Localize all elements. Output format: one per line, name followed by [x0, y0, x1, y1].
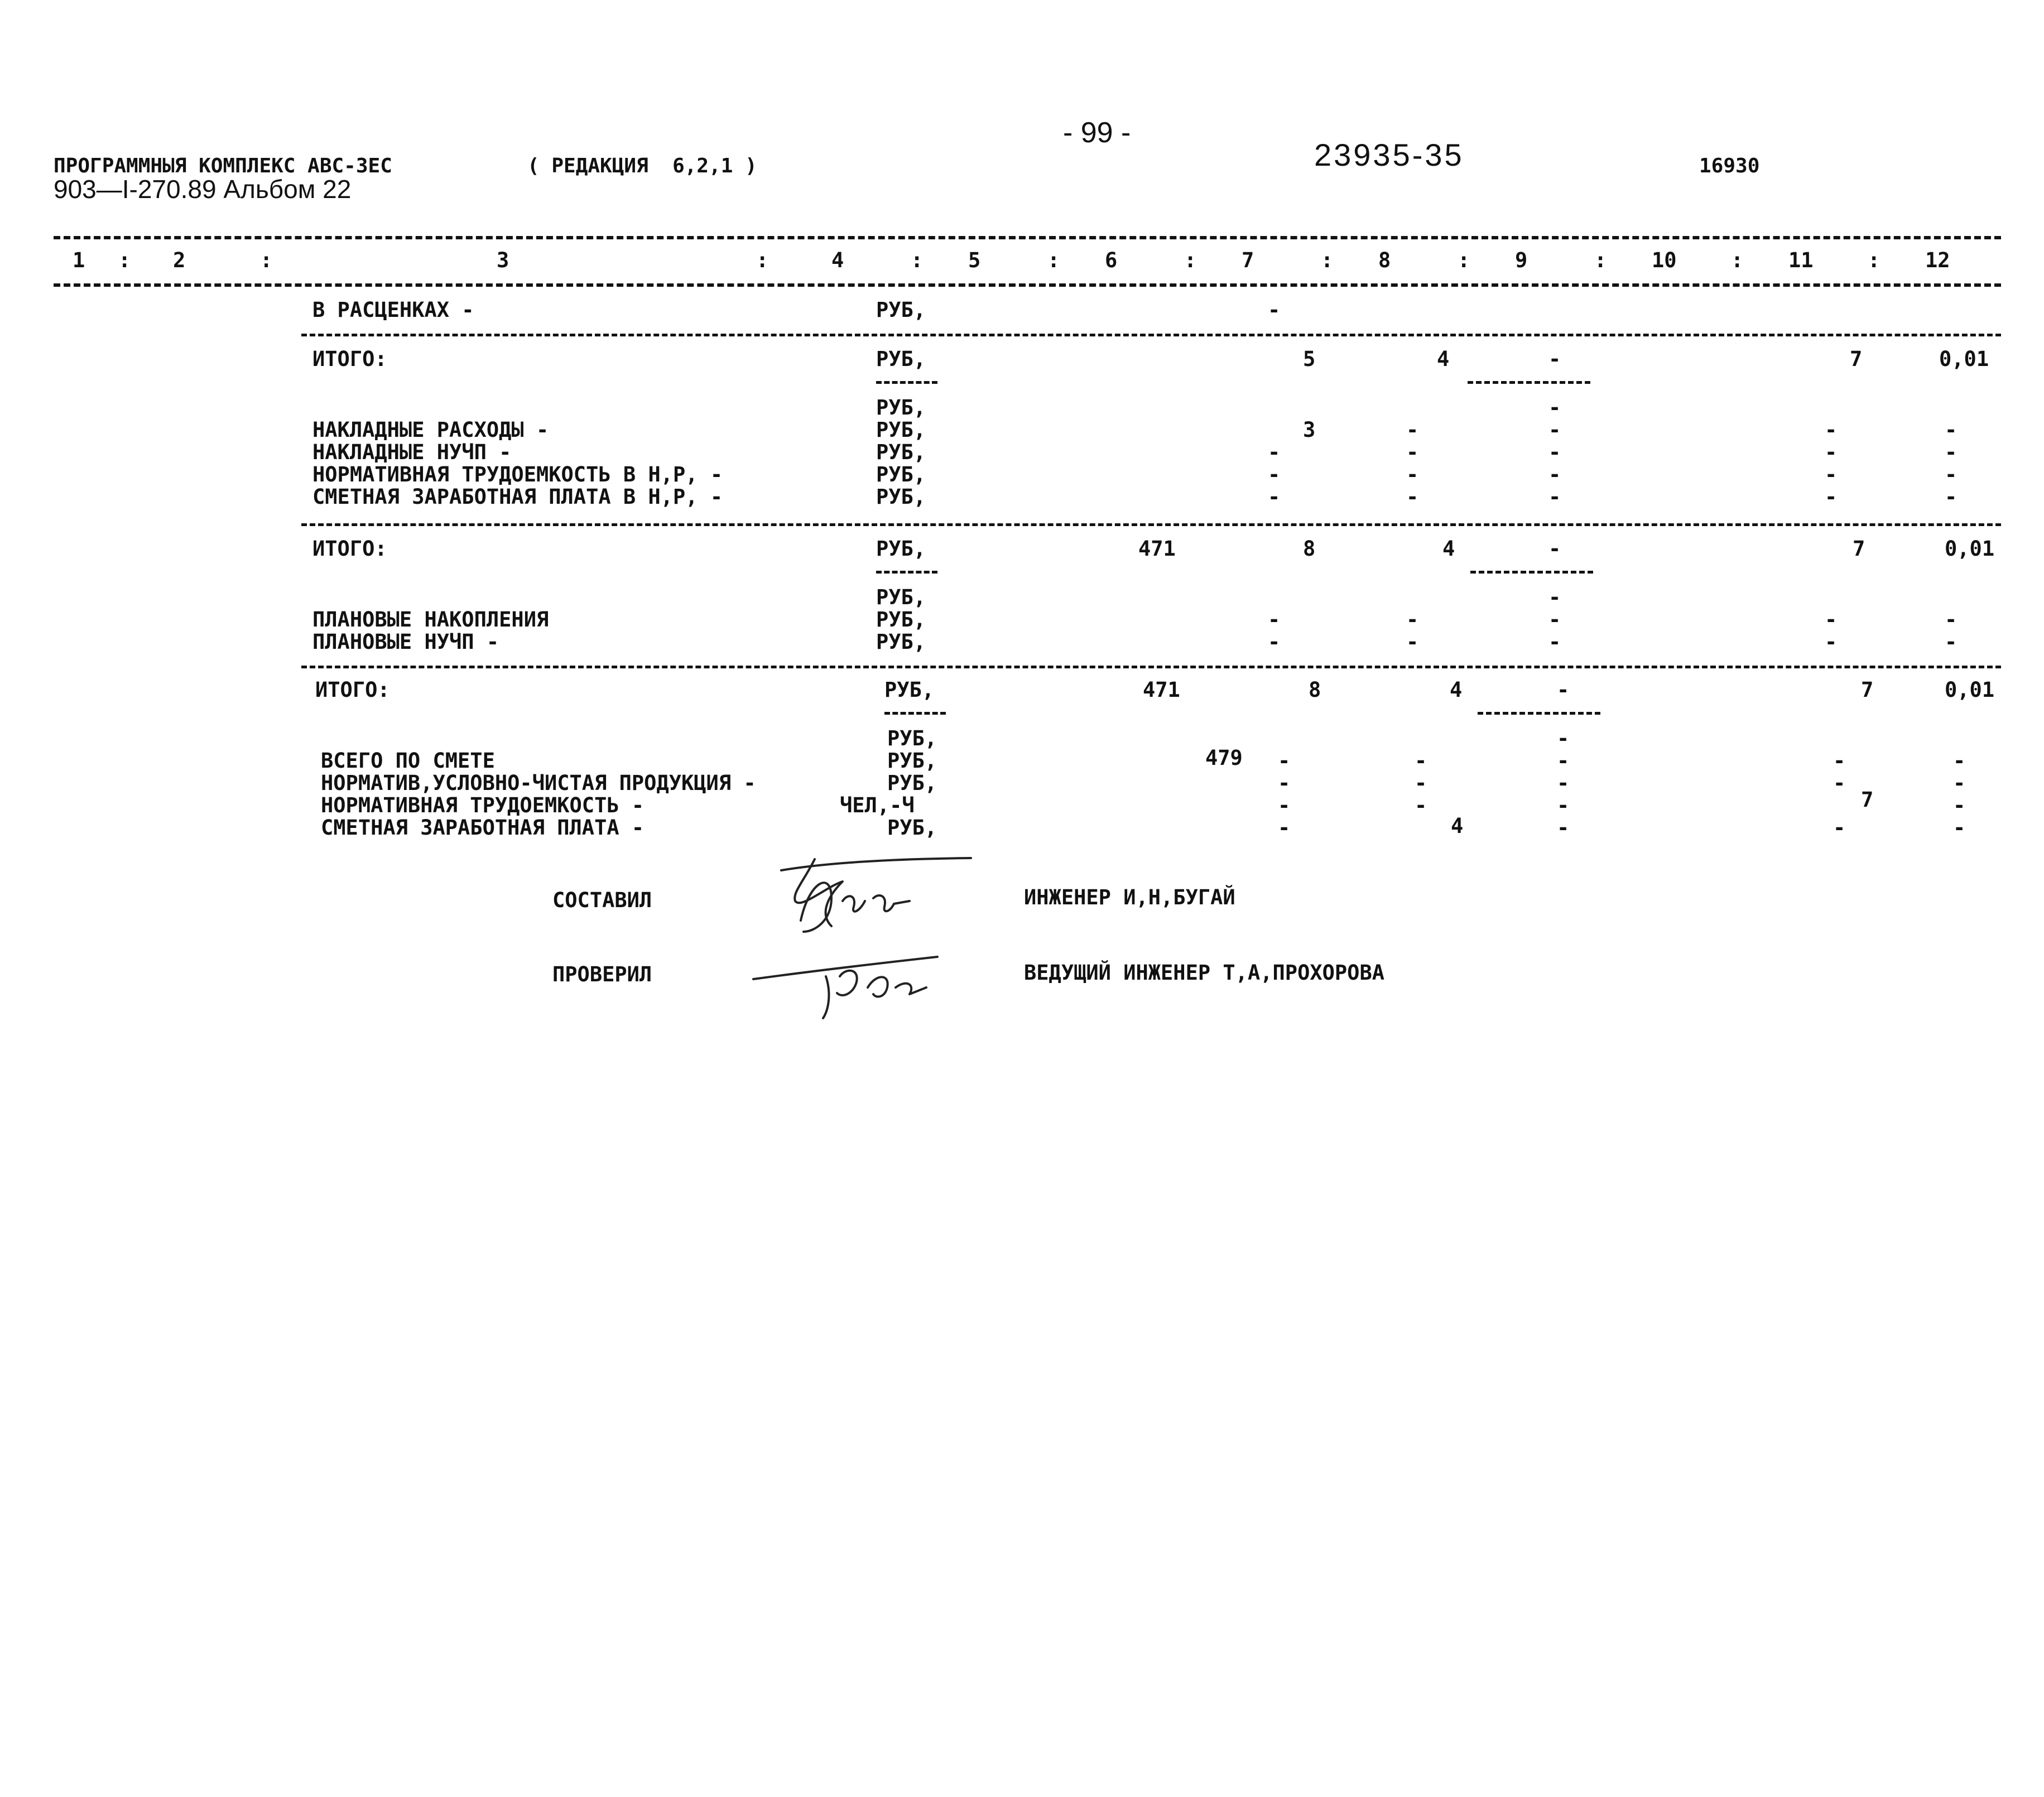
col-header-1: 1	[73, 248, 85, 272]
row-unit: РУБ,	[876, 485, 926, 509]
checked-name: ВЕДУЩИЙ ИНЖЕНЕР Т,А,ПРОХОРОВА	[1024, 961, 1385, 985]
cell-c12: -	[1945, 485, 1958, 509]
cell-c9: -	[1415, 793, 1427, 817]
cell-c10: -	[1548, 418, 1561, 442]
cell-c11: -	[1833, 771, 1846, 795]
col-sep: :	[756, 248, 769, 272]
col-sep: :	[1868, 248, 1881, 272]
cell-c10: -	[1557, 726, 1570, 750]
cell-c7: -	[1268, 630, 1281, 654]
row-label: ИТОГО:	[312, 347, 387, 371]
row-unit: РУБ,	[876, 347, 926, 371]
cell-c12: -	[1953, 749, 1966, 773]
cell-c7: -	[1268, 485, 1281, 509]
cell-c11: 7	[1850, 347, 1863, 371]
cell-c9: 4	[1450, 678, 1463, 702]
row-label: ИТОГО:	[312, 537, 387, 561]
doc-number-handwritten: 23935-35	[1314, 137, 1464, 172]
col-header-7: 7	[1242, 248, 1254, 272]
cell-c8: 8	[1309, 678, 1321, 702]
compiled-label: СОСТАВИЛ	[552, 888, 652, 912]
subtotal-underline	[1478, 712, 1600, 715]
row-unit: ЧЕЛ,-Ч	[840, 793, 915, 817]
col-sep: :	[1594, 248, 1607, 272]
cell-c10: -	[1548, 347, 1561, 371]
col-sep: :	[1047, 248, 1060, 272]
cell-c12: -	[1945, 630, 1958, 654]
cell-c12: -	[1945, 463, 1958, 486]
row-label: ИТОГО:	[315, 678, 390, 702]
cell-c7: -	[1268, 298, 1281, 322]
cell-c11: -	[1833, 816, 1846, 840]
cell-c12: -	[1953, 816, 1966, 840]
col-header-3: 3	[497, 248, 509, 272]
page-number: - 99 -	[1063, 117, 1131, 149]
cell-c12: 0,01	[1945, 537, 1995, 561]
row-unit: РУБ,	[876, 608, 926, 632]
cell-c11: -	[1825, 485, 1838, 509]
cell-c11: -	[1825, 630, 1838, 654]
col-sep: :	[1321, 248, 1334, 272]
cell-c10: -	[1548, 630, 1561, 654]
cell-c7: -	[1278, 771, 1291, 795]
row-unit: РУБ,	[876, 440, 926, 464]
col-header-5: 5	[968, 248, 981, 272]
col-sep: :	[911, 248, 924, 272]
row-label: В РАСЦЕНКАХ -	[312, 298, 474, 322]
cell-c12: -	[1953, 793, 1966, 817]
row-label: ПЛАНОВЫЕ НУЧП -	[312, 630, 499, 654]
cell-c12: 0,01	[1939, 347, 1989, 371]
row-label: ВСЕГО ПО СМЕТЕ	[321, 749, 495, 773]
subtotal-underline	[1468, 381, 1590, 384]
cell-c11: -	[1833, 749, 1846, 773]
cell-c10: -	[1548, 585, 1561, 609]
top-rule	[54, 236, 2001, 239]
cell-c11: 7	[1861, 788, 1874, 812]
row-label: НОРМАТИВНАЯ ТРУДОЕМКОСТЬ -	[321, 793, 645, 817]
cell-c7: -	[1278, 793, 1291, 817]
col-sep: :	[1731, 248, 1744, 272]
col-sep: :	[1458, 248, 1470, 272]
signature-image	[748, 848, 982, 1027]
cell-c10: -	[1548, 396, 1561, 420]
col-header-4: 4	[831, 248, 844, 272]
row-unit: РУБ,	[887, 749, 937, 773]
col-sep: :	[118, 248, 131, 272]
cell-c7-dash: -	[1278, 749, 1291, 773]
cell-c12: -	[1953, 771, 1966, 795]
col-header-11: 11	[1788, 248, 1814, 272]
row-unit: РУБ,	[887, 726, 937, 750]
cell-c9: 4	[1451, 814, 1464, 838]
cell-c10: -	[1557, 749, 1570, 773]
cell-c7: -	[1268, 463, 1281, 486]
cell-c11: -	[1825, 440, 1838, 464]
row-label: НОРМАТИВ,УСЛОВНО-ЧИСТАЯ ПРОДУКЦИЯ -	[321, 771, 756, 795]
cell-c9: -	[1406, 418, 1419, 442]
cell-c6: 471	[1143, 678, 1180, 702]
cell-c8: 3	[1303, 418, 1316, 442]
row-unit: РУБ,	[887, 816, 937, 840]
cell-c9: -	[1406, 463, 1419, 486]
cell-c11: -	[1825, 608, 1838, 632]
cell-c10: -	[1548, 463, 1561, 486]
cell-c10: -	[1557, 771, 1570, 795]
cell-c10: -	[1548, 485, 1561, 509]
program-title: ПРОГРАММНЫЯ КОМПЛЕКС АВС-ЗЕС	[54, 155, 392, 177]
subtotal-underline	[1470, 571, 1593, 574]
cell-c9: -	[1406, 630, 1419, 654]
cell-c10: -	[1548, 537, 1561, 561]
section-rule	[301, 523, 2001, 526]
row-label: НОРМАТИВНАЯ ТРУДОЕМКОСТЬ В Н,Р, -	[312, 463, 723, 486]
edition-label: ( РЕДАКЦИЯ 6,2,1 )	[527, 155, 757, 177]
unit-underline	[876, 381, 937, 384]
col-sep: :	[1184, 248, 1197, 272]
project-code: 903—I-270.89 Альбом 22	[54, 175, 352, 204]
row-unit: РУБ,	[876, 630, 926, 654]
section-rule	[301, 334, 2001, 336]
checked-label: ПРОВЕРИЛ	[552, 962, 652, 986]
col-header-12: 12	[1925, 248, 1950, 272]
row-label: СМЕТНАЯ ЗАРАБОТНАЯ ПЛАТА -	[321, 816, 645, 840]
cell-c11: 7	[1853, 537, 1865, 561]
section-rule	[301, 666, 2001, 668]
row-unit: РУБ,	[884, 678, 935, 702]
row-label: ПЛАНОВЫЕ НАКОПЛЕНИЯ	[312, 608, 549, 632]
col-header-9: 9	[1515, 248, 1528, 272]
cell-c10: -	[1548, 608, 1561, 632]
row-unit: РУБ,	[876, 298, 926, 322]
cell-c6: 471	[1138, 537, 1176, 561]
cell-c11: -	[1825, 418, 1838, 442]
cell-c12: -	[1945, 608, 1958, 632]
col-sep: :	[260, 248, 273, 272]
cell-c8: 8	[1303, 537, 1316, 561]
cell-c7: 479	[1205, 746, 1243, 770]
cell-c7: -	[1278, 816, 1291, 840]
cell-c12: -	[1945, 418, 1958, 442]
row-label: НАКЛАДНЫЕ РАСХОДЫ -	[312, 418, 549, 442]
row-unit: РУБ,	[876, 463, 926, 486]
cell-c9: 4	[1442, 537, 1455, 561]
cell-c10: -	[1557, 816, 1570, 840]
cell-c12: 0,01	[1945, 678, 1995, 702]
cell-c10: -	[1557, 793, 1570, 817]
col-header-6: 6	[1105, 248, 1118, 272]
cell-c9: 4	[1437, 347, 1450, 371]
cell-c12: -	[1945, 440, 1958, 464]
cell-c9: -	[1406, 440, 1419, 464]
row-label: НАКЛАДНЫЕ НУЧП -	[312, 440, 512, 464]
unit-underline	[876, 571, 937, 574]
cell-c9: -	[1406, 485, 1419, 509]
sheet-code: 16930	[1699, 155, 1760, 177]
cell-c7: -	[1268, 440, 1281, 464]
cell-c11: -	[1825, 463, 1838, 486]
header-rule	[54, 283, 2001, 287]
row-unit: РУБ,	[876, 585, 926, 609]
col-header-10: 10	[1652, 248, 1677, 272]
cell-c10: -	[1557, 678, 1570, 702]
cell-c8: 5	[1303, 347, 1316, 371]
cell-c7: -	[1268, 608, 1281, 632]
row-label: СМЕТНАЯ ЗАРАБОТНАЯ ПЛАТА В Н,Р, -	[312, 485, 723, 509]
row-unit: РУБ,	[876, 418, 926, 442]
cell-c11: 7	[1861, 678, 1874, 702]
cell-c9: -	[1415, 771, 1427, 795]
row-unit: РУБ,	[887, 771, 937, 795]
col-header-8: 8	[1378, 248, 1391, 272]
compiled-name: ИНЖЕНЕР И,Н,БУГАЙ	[1024, 885, 1235, 909]
row-unit: РУБ,	[876, 396, 926, 420]
cell-c9: -	[1415, 749, 1427, 773]
unit-underline	[884, 712, 946, 715]
row-unit: РУБ,	[876, 537, 926, 561]
cell-c10: -	[1548, 440, 1561, 464]
cell-c9: -	[1406, 608, 1419, 632]
col-header-2: 2	[173, 248, 186, 272]
